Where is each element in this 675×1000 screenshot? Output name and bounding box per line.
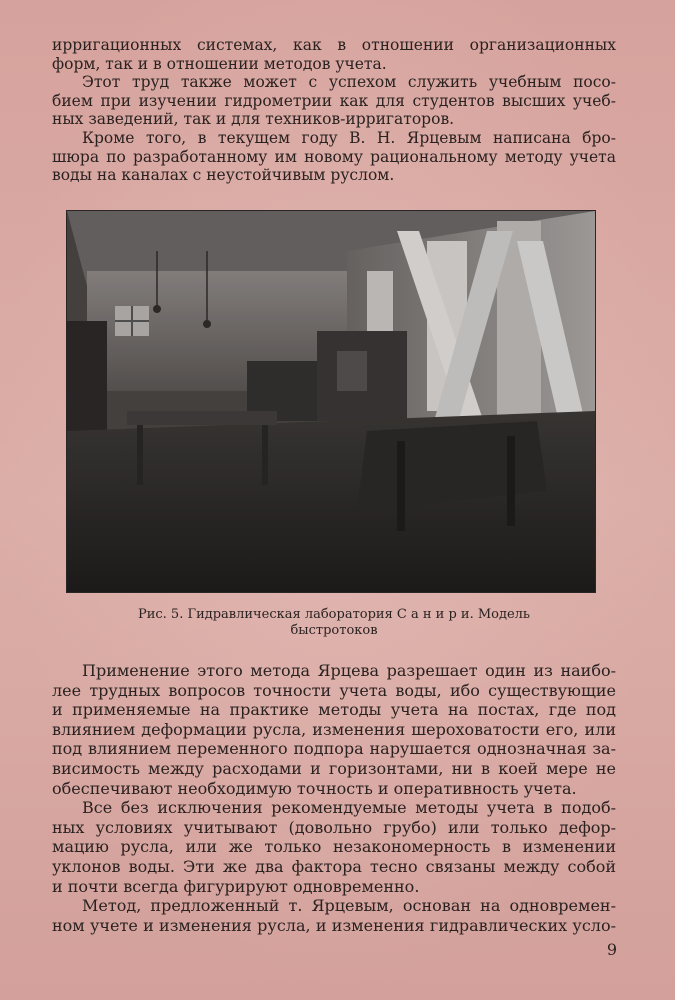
caption-line: Рис. 5. Гидравлическая лаборатория С а н и р и. Модель [137, 607, 531, 622]
body-line: влиянием деформации русла, изменения шероховатости его, или [52, 719, 616, 739]
body-line: и применяемые на практике методы учета на постах, где под [52, 700, 616, 720]
page-number: 9 [606, 940, 617, 959]
body-line: лее трудных вопросов точности учета воды, ибо существующие [52, 680, 616, 700]
caption-line: быстротоков [290, 623, 378, 638]
intro-line: бием при изучении гидрометрии как для студентов высших учеб- [52, 91, 616, 110]
body-line: ных условиях учитывают (довольно грубо) или только дефор- [52, 817, 616, 837]
body-line: мацию русла, или же только незакономерность в изменении [52, 837, 616, 857]
body-line: под влиянием переменного подпора нарушается однозначная за- [52, 739, 616, 759]
figure-caption [60, 607, 608, 639]
intro-line: воды на каналах с неустойчивым руслом. [52, 166, 395, 185]
body-line: ном учете и изменения русла, и изменения гидравлических усло- [52, 915, 616, 935]
body-line: Применение этого метода Ярцева разрешает один из наибо- [82, 661, 616, 680]
body-line: обеспечивают необходимую точность и оперативность учета. [52, 778, 577, 798]
intro-text [52, 36, 616, 185]
intro-line: Кроме того, в текущем году В. Н. Ярцевым написана бро- [82, 128, 616, 147]
intro-line: Этот труд также может с успехом служить учебным посо- [82, 73, 616, 92]
laboratory-photo [67, 211, 595, 592]
body-line: уклонов воды. Эти же два фактора тесно связаны между собой [52, 856, 616, 876]
body-line: висимость между расходами и горизонтами, ни в коей мере не [52, 758, 616, 778]
intro-line: ирригационных системах, как в отношении организационных [52, 36, 616, 54]
body-line: Метод, предложенный т. Ярцевым, основан на одновремен- [82, 896, 616, 916]
intro-line: шюра по разработанному им новому рациональному методу учета [52, 147, 616, 166]
body-line: и почти всегда фигурируют одновременно. [52, 876, 420, 896]
body-line: Все без исключения рекомендуемые методы учета в подоб- [82, 798, 616, 818]
intro-line: форм, так и в отношении методов учета. [52, 54, 387, 73]
body-text [52, 661, 616, 935]
intro-line: ных заведений, так и для техников-ирригаторов. [52, 110, 455, 129]
laboratory-photo-drawing [67, 211, 595, 592]
